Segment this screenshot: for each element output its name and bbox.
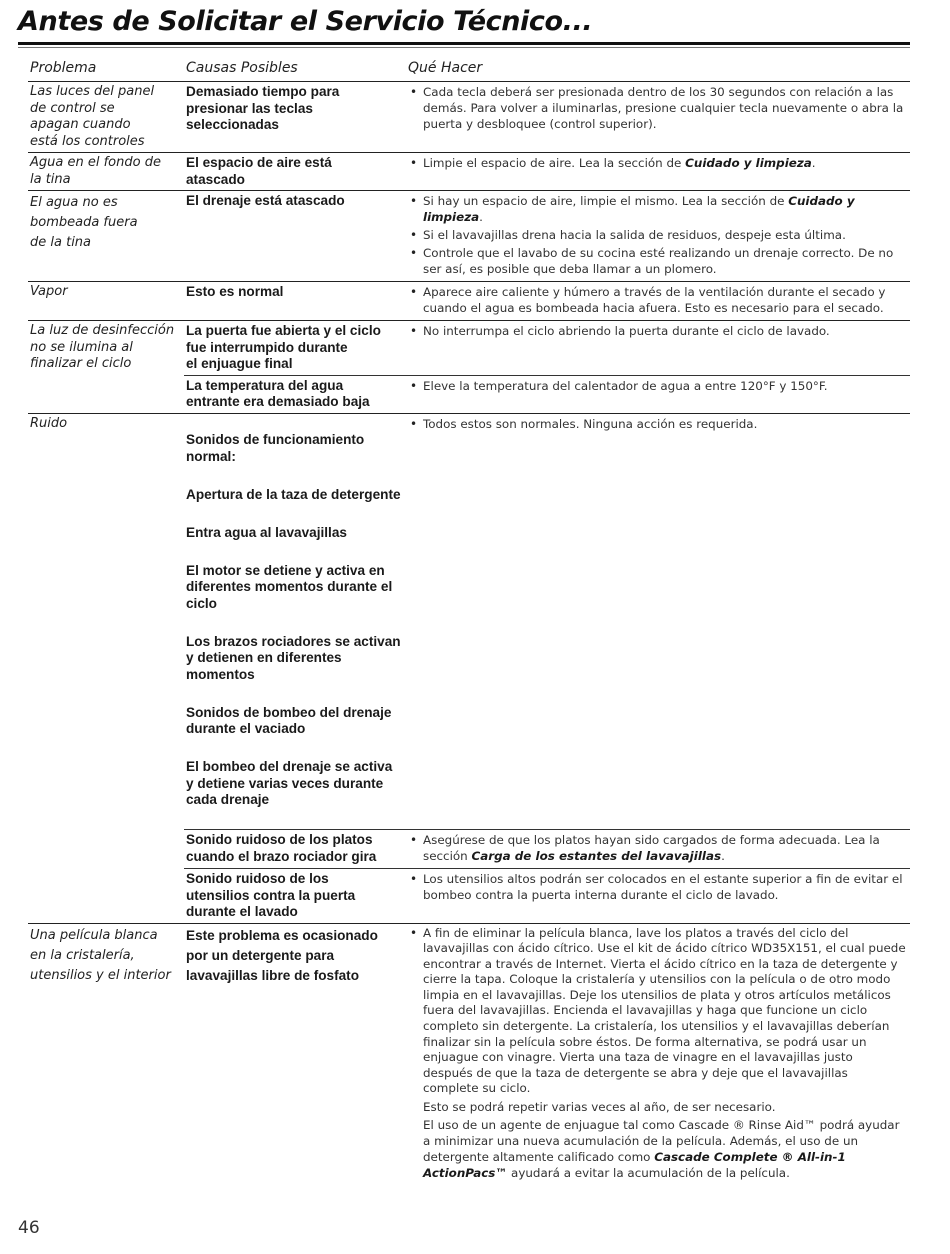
fix-paragraph: El uso de un agente de enjuague tal como Cascade ® Rinse Aid™ podrá ayudar a minimizar una nueva acumulación de la película. Además, el uso de un detergente altamente calificado como Cascade Complete ® All-in-1 ActionPacs™ ayudará a evitar la acumulación de la película. [423,1118,900,1181]
troubleshooting-table [28,56,910,1185]
fix-item: • Aparece aire caliente y húmero a través de la ventilación durante el secado y cuando el agua es bombeada hacia afuera. Esto es necesario para el secado. [408,284,906,316]
cause-item: Los brazos rociadores se activan y detienen en diferentes momentos [186,633,401,682]
problem-cell: Agua en el fondo de la tina [30,155,161,187]
fix-item: • Si hay un espacio de aire, limpie el mismo. Lea la sección de Cuidado y limpieza. [408,193,906,225]
page-title: Antes de Solicitar el Servicio Técnico... [18,6,593,37]
page-number: 46 [18,1218,40,1238]
product-reference: Cascade Complete ® All-in-1 ActionPacs™ [423,1150,846,1181]
cause-item: Sonidos de bombeo del drenaje durante el vaciado [186,704,392,736]
table-header-row [28,56,910,82]
cause-item: Entra agua al lavavajillas [186,524,347,540]
title-rule-thin [18,47,910,48]
section-reference: Cuidado y limpieza [423,194,855,224]
header-problem: Problema [28,56,184,82]
fix-item: • A fin de eliminar la película blanca, lave los platos a través del ciclo del lavavajillas con ácido cítrico. Use el kit de ácido cítrico WD35X151, el cual puede encontrar a través de Internet. Vierta el ácido cítrico en la taza de detergente y cierre la tapa. Coloque la cristalería y utensilios con la película o de otro modo limpia en el lavavajillas. Deje los utensilios de plata y otros artículos metálicos fuera del lavavajillas. Encienda el lavavajillas y haga que funcione un ciclo completo sin detergente. La cristalería, los utensilios y el lavavajillas deberían finalizar sin la película sobre éstos. De forma alternativa, se podrá usar un enjuague con vinagre. Vierta una taza de vinagre en el lavavajillas justo después de que la taza de detergente se abra y deje que el lavavajillas complete su ciclo. [408,926,906,1098]
fix-item: • Controle que el lavabo de su cocina esté realizando un drenaje correcto. De no ser así, es posible que deba llamar a un plomero. [408,245,906,277]
cause-cell: Demasiado tiempo para presionar las teclas seleccionadas [186,84,340,132]
cause-cell: El drenaje está atascado [186,193,345,208]
cause-item: El motor se detiene y activa en diferentes momentos durante el ciclo [186,562,393,611]
cause-item: Sonidos de funcionamiento normal: [186,432,365,464]
table-row [28,282,910,321]
header-what-to-do: Qué Hacer [406,56,910,82]
fix-item: • Eleve la temperatura del calentador de agua a entre 120°F y 150°F. [408,378,906,394]
problem-cell: Las luces del panel de control se apagan cuando está los controles [30,84,155,149]
fix-item: • No interrumpa el ciclo abriendo la puerta durante el ciclo de lavado. [408,323,906,339]
fix-item: • Asegúrese de que los platos hayan sido cargados de forma adecuada. Lea la sección Carga de los estantes del lavavajillas. [408,832,906,864]
fix-item: • Si el lavavajillas drena hacia la salida de residuos, despeje esta última. [408,227,906,243]
cause-cell: Sonido ruidoso de los platos cuando el brazo rociador gira [186,832,377,864]
cause-cell: La puerta fue abierta y el ciclo fue interrumpido durante el enjuague final [186,323,381,371]
cause-cell: Esto es normal [186,284,284,299]
table-row [28,153,910,191]
cause-cell: La temperatura del agua entrante era demasiado baja [186,377,370,409]
problem-cell: La luz de desinfección no se ilumina al finalizar el ciclo [30,323,175,371]
section-reference: Carga de los estantes del lavavajillas [471,849,722,863]
cause-item: Apertura de la taza de detergente [186,486,401,502]
fix-item: • Limpie el espacio de aire. Lea la sección de Cuidado y limpieza. [408,155,906,171]
section-reference: Cuidado y limpieza [685,156,812,170]
table-row [28,191,910,282]
fix-item: • Todos estos son normales. Ninguna acción es requerida. [408,416,906,432]
problem-cell: Vapor [30,284,68,299]
table-row [28,321,910,376]
fix-item: • Cada tecla deberá ser presionada dentro de los 30 segundos con relación a las demás. Para volver a iluminarlas, presione cualquier tecla nuevamente o abra la puerta y desbloquee (control superior). [408,84,906,132]
fix-item: • Los utensilios altos podrán ser colocados en el estante superior a fin de evitar el bombeo contra la puerta interna durante el ciclo de lavado. [408,871,906,903]
table-row [28,82,910,153]
table-row [28,413,910,830]
cause-item: El bombeo del drenaje se activa y detiene varias veces durante cada drenaje [186,759,393,807]
problem-cell: El agua no es bombeada fuera de la tina [30,195,138,250]
problem-cell: Una película blanca en la cristalería, utensilios y el interior [30,927,171,983]
table-row [28,923,910,1185]
title-rule [18,42,910,45]
fix-paragraph: Esto se podrá repetir varias veces al año, de ser necesario. [423,1100,776,1115]
header-causes: Causas Posibles [184,56,406,82]
problem-cell: Ruido [30,415,68,431]
cause-cell: Sonido ruidoso de los utensilios contra la puerta durante el lavado [186,871,356,919]
cause-cell: Este problema es ocasionado por un detergente para lavavajillas libre de fosfato [186,927,378,983]
cause-cell: El espacio de aire está atascado [186,155,332,187]
